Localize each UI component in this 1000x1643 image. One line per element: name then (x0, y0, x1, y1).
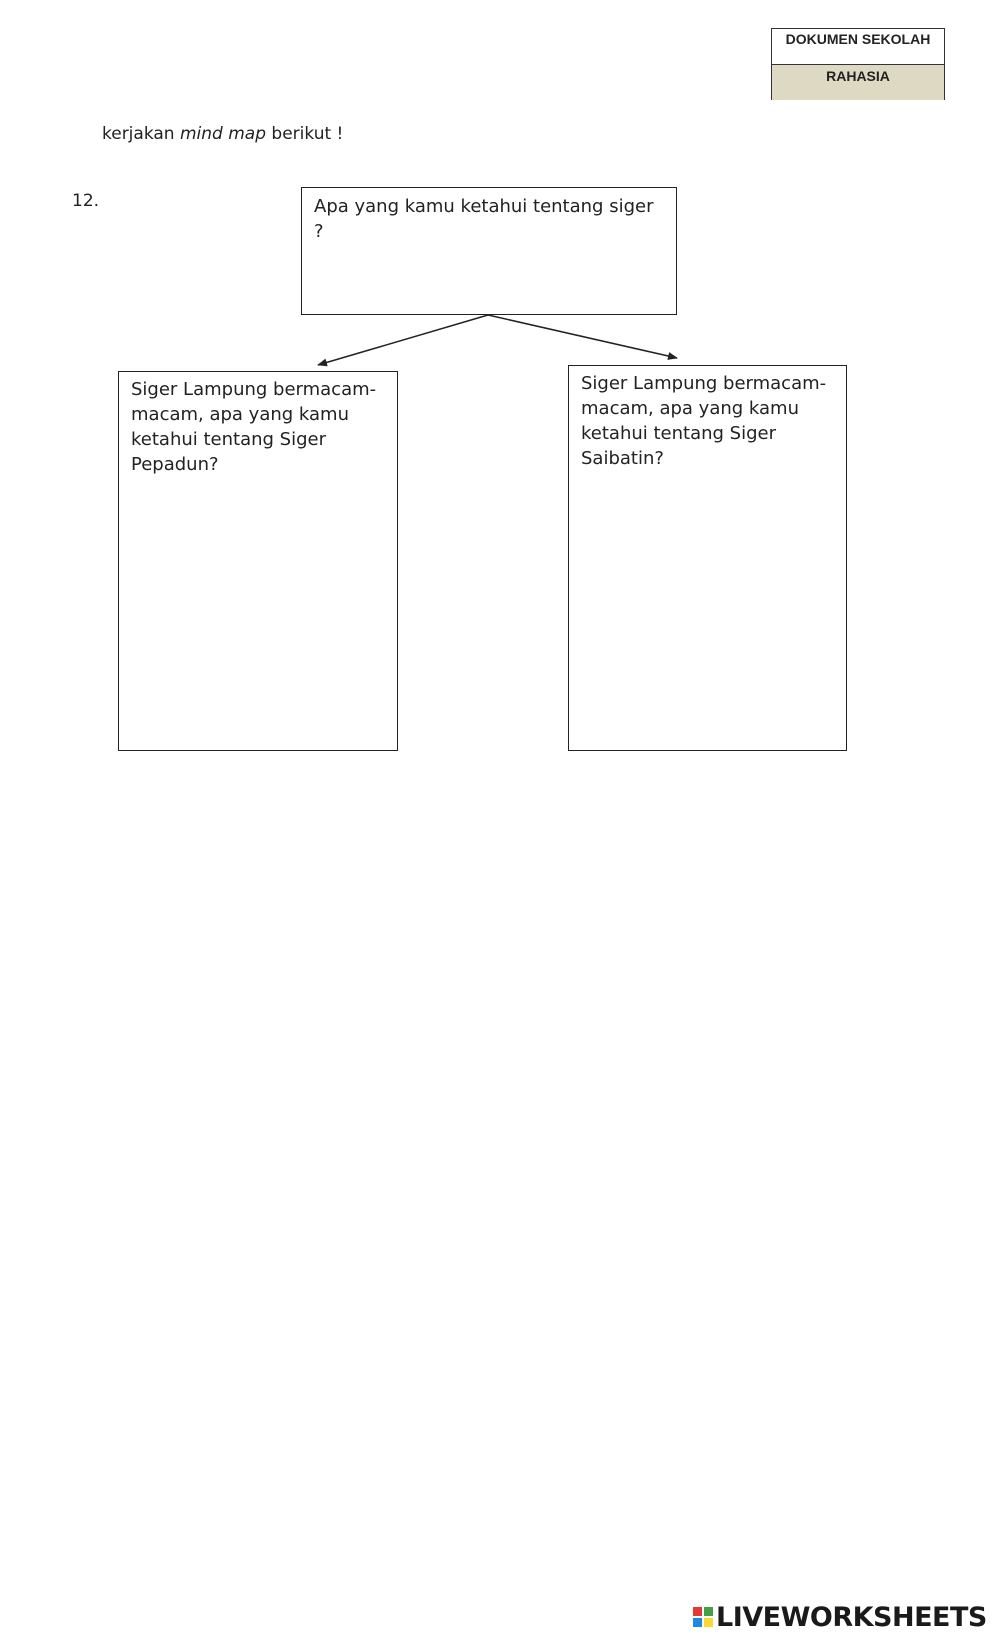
logo-mark-icon (693, 1607, 713, 1627)
logo-square-green (704, 1607, 713, 1616)
mindmap-right-question: Siger Lampung bermacam-macam, apa yang kamu ketahui tentang Siger Saibatin? (581, 373, 827, 469)
logo-square-yellow (704, 1618, 713, 1627)
instruction-prefix: kerjakan (102, 124, 180, 144)
arrow-to-right-box (488, 315, 677, 358)
mindmap-left-box[interactable] (118, 371, 398, 751)
instruction-italic: mind map (179, 124, 267, 144)
logo-square-red (693, 1607, 702, 1616)
logo-text: LIVEWORKSHEETS (716, 1601, 987, 1633)
mindmap-right-box[interactable] (568, 365, 847, 751)
question-number: 12. (72, 191, 100, 211)
liveworksheets-logo (693, 1602, 987, 1632)
stamp-title: DOKUMEN SEKOLAH (772, 29, 944, 65)
stamp-classification: RAHASIA (772, 65, 944, 100)
mindmap-main-question: Apa yang kamu ketahui tentang siger ? (314, 196, 654, 242)
mindmap-left-question: Siger Lampung bermacam-macam, apa yang kamu ketahui tentang Siger Pepadun? (131, 379, 377, 475)
instruction-suffix: berikut ! (266, 124, 344, 144)
logo-square-blue (693, 1618, 702, 1627)
arrow-to-left-box (318, 315, 488, 365)
